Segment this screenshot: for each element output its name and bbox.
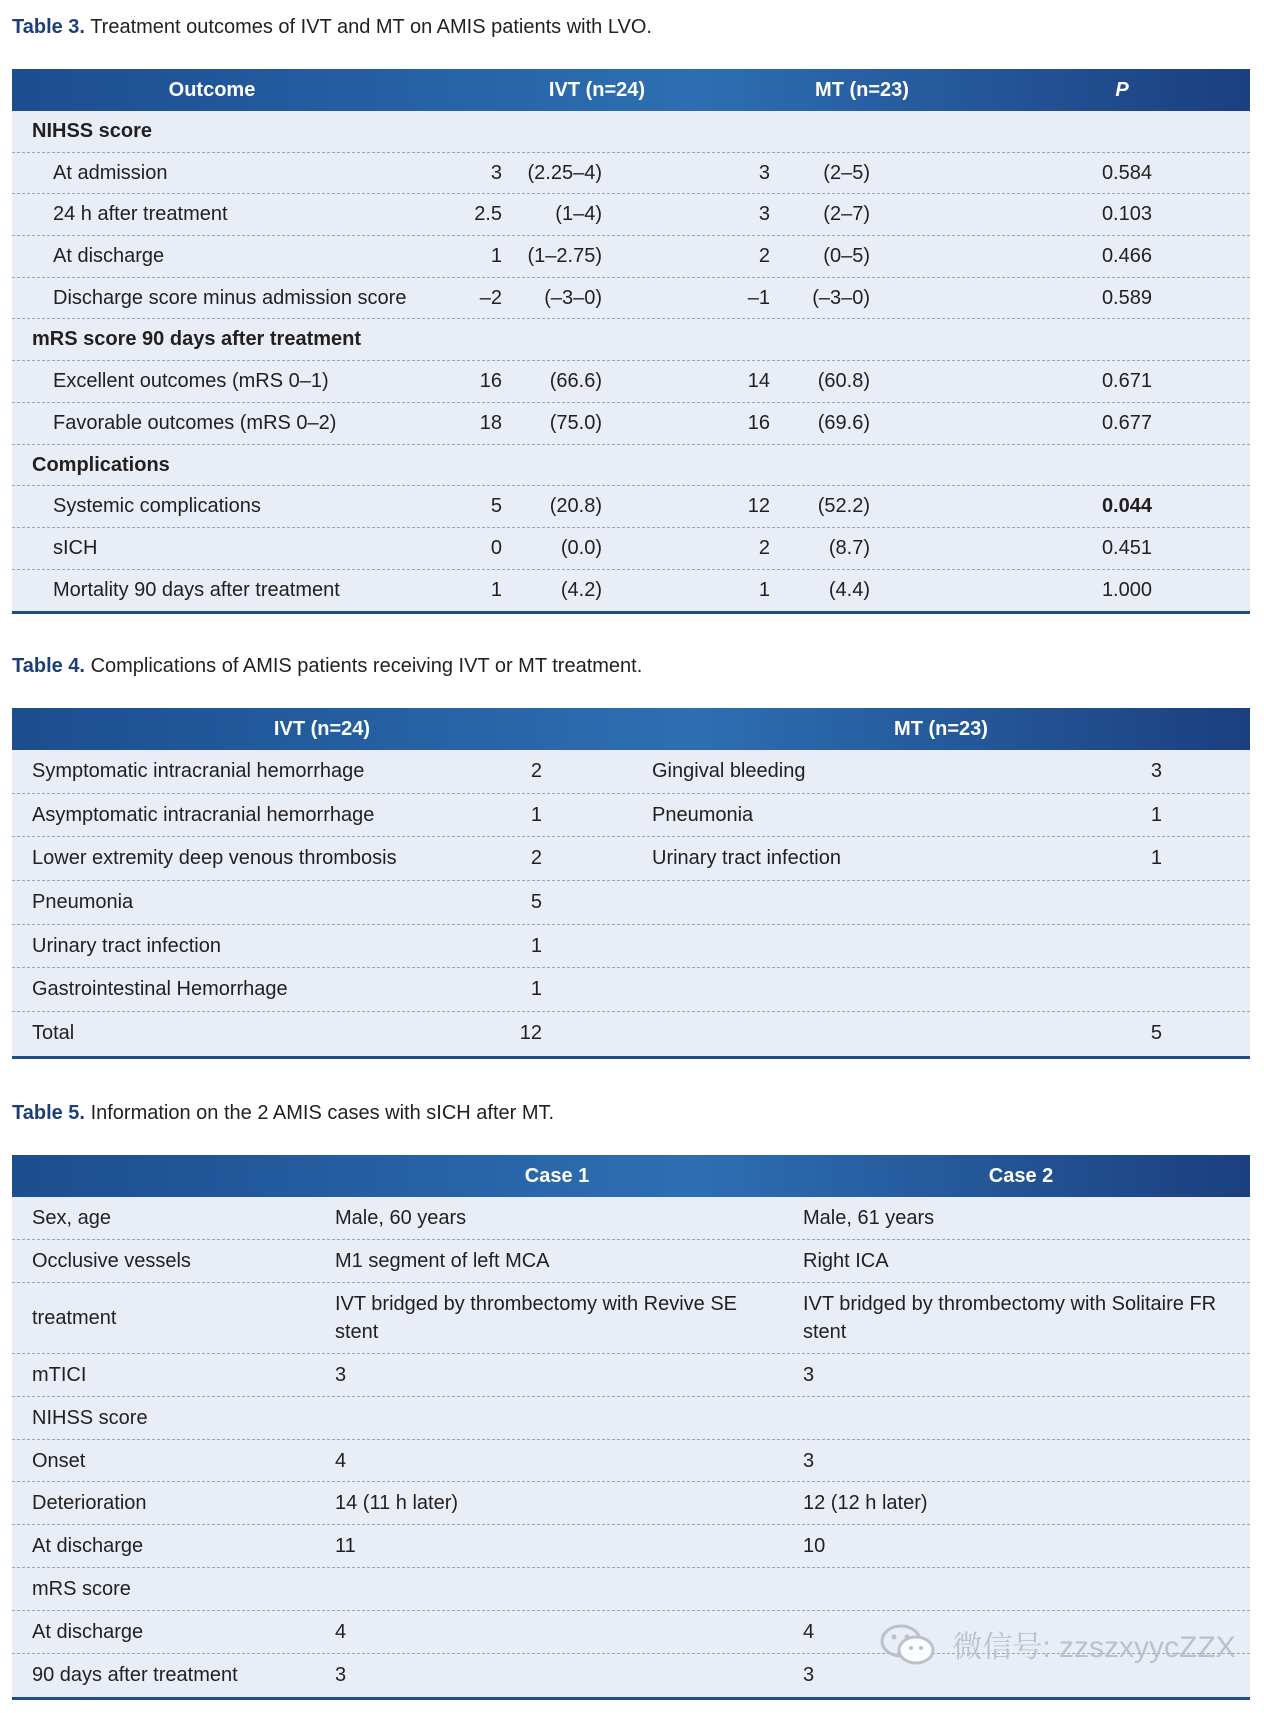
table5-case2-value: 12 (12 h later)	[803, 1492, 928, 1515]
table3-header-mt: MT (n=23)	[815, 79, 909, 101]
table3-mt-value: 2	[758, 245, 770, 268]
table5-row	[12, 1397, 1250, 1440]
table3-ivt-range: (1–4)	[555, 203, 602, 226]
table3-p-value: 0.466	[1101, 245, 1152, 268]
table5-case1-value: 3	[335, 1664, 347, 1687]
table5-case1-value: 3	[335, 1363, 347, 1386]
table4-ivt-count: 1	[530, 803, 542, 826]
table5-row-label: mTICI	[32, 1363, 87, 1386]
table3-header	[12, 69, 1250, 111]
table5-row	[12, 1568, 1250, 1611]
table3-ivt-value: 0	[490, 536, 502, 559]
table3-ivt-range: (–3–0)	[544, 286, 602, 309]
table3-p-value: 0.671	[1101, 370, 1152, 393]
table3-ivt-value: 1	[490, 245, 502, 268]
table3-row	[12, 570, 1250, 612]
table3-section-row	[12, 445, 1250, 487]
table4-ivt-label: Lower extremity deep venous thrombosis	[32, 847, 397, 870]
table3-p-value: 0.451	[1101, 536, 1152, 559]
table3-row	[12, 361, 1250, 403]
table5-header-case1: Case 1	[524, 1165, 590, 1187]
table4-row	[12, 837, 1250, 881]
table5-case2-value: Right ICA	[803, 1249, 889, 1272]
table5-row-label: 90 days after treatment	[32, 1664, 238, 1687]
table5-case2-value: 3	[803, 1449, 815, 1472]
table3-row-label: Discharge score minus admission score	[53, 286, 407, 309]
table5-caption-number: Table 5.	[12, 1102, 85, 1124]
table3-ivt-range: (66.6)	[549, 370, 602, 393]
table5-case2-value: 10	[803, 1535, 826, 1558]
table3-ivt-range: (0.0)	[560, 536, 602, 559]
table3-mt-value: –1	[747, 286, 770, 309]
table3-row-label: Mortality 90 days after treatment	[53, 578, 340, 601]
table5-row-label: NIHSS score	[32, 1406, 148, 1429]
table4-caption-number: Table 4.	[12, 655, 85, 677]
table3-mt-range: (60.8)	[817, 370, 870, 393]
table5-caption-text: Information on the 2 AMIS cases with sICH after MT.	[90, 1102, 555, 1124]
table3-row	[12, 194, 1250, 236]
table3-ivt-range: (20.8)	[549, 495, 602, 518]
table4-mt-label: Gingival bleeding	[652, 760, 806, 782]
table4	[12, 708, 1250, 1059]
table5	[12, 1155, 1250, 1700]
table3-ivt-value: 1	[490, 578, 502, 601]
table3-row	[12, 486, 1250, 528]
table5-row	[12, 1440, 1250, 1483]
table3-ivt-value: 16	[479, 370, 502, 393]
table3-header-p: P	[1115, 79, 1129, 101]
table4-ivt-label: Pneumonia	[32, 891, 134, 914]
table5-case2-value: IVT bridged by thrombectomy with Solitaire FR stent	[803, 1292, 1217, 1343]
table3-mt-range: (8.7)	[828, 536, 870, 559]
table3-mt-range: (69.6)	[817, 411, 870, 434]
table3-row-label: Systemic complications	[53, 495, 261, 518]
table4-header-ivt: IVT (n=24)	[273, 718, 371, 740]
table3-mt-value: 2	[758, 536, 770, 559]
table5-row-label: Deterioration	[32, 1492, 147, 1515]
table5-case1-value: 4	[335, 1449, 347, 1472]
table5-case1-value: 14 (11 h later)	[335, 1492, 459, 1515]
table3-row-label: 24 h after treatment	[53, 203, 228, 226]
table3-section-label: Complications	[32, 453, 170, 476]
table5-case1-value: Male, 60 years	[335, 1207, 467, 1229]
table4-ivt-count: 1	[530, 934, 542, 957]
table5-case1-value: M1 segment of left MCA	[335, 1249, 550, 1272]
table5-row-label: At discharge	[32, 1535, 144, 1558]
table5-case2-value: 4	[803, 1621, 815, 1644]
table4-mt-count: 1	[1150, 803, 1162, 826]
table5-case2-value: 3	[803, 1664, 815, 1687]
table4-ivt-count: 12	[519, 1022, 542, 1045]
table3-p-value: 0.103	[1101, 203, 1152, 226]
table3-p-value: 0.677	[1101, 411, 1152, 434]
table4-ivt-label: Gastrointestinal Hemorrhage	[32, 978, 288, 1001]
table3-ivt-value: 18	[479, 411, 502, 434]
table4-ivt-label: Asymptomatic intracranial hemorrhage	[32, 803, 375, 826]
table5-row	[12, 1283, 1250, 1354]
table4-body	[12, 750, 1250, 1059]
watermark-text: 微信号: zzszxyycZZX	[952, 1631, 1236, 1664]
table3-row-label: sICH	[53, 536, 98, 559]
table5-caption	[12, 1102, 554, 1125]
table5-case1-value: 4	[335, 1621, 347, 1644]
table3-row-label: Favorable outcomes (mRS 0–2)	[53, 411, 337, 434]
table5-header	[12, 1155, 1250, 1197]
table3-ivt-range: (75.0)	[549, 411, 602, 434]
table4-mt-count: 3	[1150, 760, 1162, 782]
table4-caption-text: Complications of AMIS patients receiving IVT or MT treatment.	[90, 655, 643, 677]
table3-ivt-range: (2.25–4)	[527, 161, 602, 184]
table4-row	[12, 881, 1250, 925]
table4-ivt-label: Symptomatic intracranial hemorrhage	[32, 760, 365, 782]
table3-row	[12, 403, 1250, 445]
table4-ivt-count: 5	[530, 891, 542, 914]
table3-section-row	[12, 319, 1250, 361]
table4-header	[12, 708, 1250, 750]
table3-row	[12, 278, 1250, 320]
table3-mt-range: (2–5)	[823, 161, 870, 184]
table3-row	[12, 153, 1250, 195]
table5-case2-value: Male, 61 years	[803, 1207, 935, 1229]
table4-mt-label: Urinary tract infection	[652, 847, 841, 870]
table5-case1-value: IVT bridged by thrombectomy with Revive SE stent	[335, 1292, 738, 1343]
table4-row	[12, 1012, 1250, 1056]
table5-row	[12, 1525, 1250, 1568]
table4-mt-count: 5	[1150, 1022, 1162, 1045]
table5-header-case2: Case 2	[988, 1165, 1054, 1187]
table5-row-label: At discharge	[32, 1621, 144, 1644]
table3-ivt-range: (1–2.75)	[527, 245, 602, 268]
table3-row-label: At admission	[53, 161, 168, 184]
table4-ivt-count: 1	[530, 978, 542, 1001]
table5-row-label: mRS score	[32, 1578, 131, 1601]
table3-mt-value: 12	[747, 495, 770, 518]
table5-row-label: Sex, age	[32, 1207, 111, 1229]
table4-ivt-count: 2	[530, 760, 542, 782]
table5-row	[12, 1197, 1250, 1240]
table4-caption	[12, 655, 642, 678]
table3-mt-range: (0–5)	[823, 245, 870, 268]
table3-mt-value: 16	[747, 411, 770, 434]
table3-ivt-value: 3	[490, 161, 502, 184]
table3-body	[12, 111, 1250, 614]
table4-row	[12, 750, 1250, 794]
table3-mt-range: (–3–0)	[812, 286, 870, 309]
table3-mt-range: (4.4)	[828, 578, 870, 601]
table3-caption-number: Table 3.	[12, 16, 85, 38]
table3-ivt-range: (4.2)	[560, 578, 602, 601]
table3-p-value: 0.584	[1101, 161, 1152, 184]
table3-section-row	[12, 111, 1250, 153]
table3-p-value: 1.000	[1101, 578, 1152, 601]
table4-ivt-label: Total	[32, 1022, 75, 1045]
table5-row	[12, 1354, 1250, 1397]
table5-row-label: Occlusive vessels	[32, 1249, 191, 1272]
table5-row	[12, 1482, 1250, 1525]
table4-row	[12, 968, 1250, 1012]
table3-p-value: 0.044	[1101, 495, 1152, 518]
table3-header-outcome: Outcome	[168, 79, 256, 101]
watermark	[880, 1622, 1236, 1674]
table4-row	[12, 925, 1250, 969]
table3-row	[12, 236, 1250, 278]
table3-mt-value: 3	[758, 203, 770, 226]
table4-mt-count: 1	[1150, 847, 1162, 870]
table4-row	[12, 794, 1250, 838]
table3-section-label: NIHSS score	[32, 120, 153, 142]
table3-ivt-value: 2.5	[474, 203, 502, 226]
table3-mt-value: 3	[758, 161, 770, 184]
wechat-icon	[880, 1624, 936, 1674]
table3-row	[12, 528, 1250, 570]
table3-mt-range: (52.2)	[817, 495, 870, 518]
table4-ivt-count: 2	[530, 847, 542, 870]
table3-ivt-value: –2	[479, 286, 502, 309]
table5-row	[12, 1240, 1250, 1283]
table3-row-label: Excellent outcomes (mRS 0–1)	[53, 370, 329, 393]
table3-section-label: mRS score 90 days after treatment	[32, 328, 362, 351]
table3-ivt-value: 5	[490, 495, 502, 518]
table5-row-label: treatment	[32, 1306, 117, 1329]
table3-row-label: At discharge	[53, 245, 165, 268]
table4-ivt-label: Urinary tract infection	[32, 934, 221, 957]
table3-caption-text: Treatment outcomes of IVT and MT on AMIS patients with LVO.	[90, 16, 652, 38]
table3	[12, 69, 1250, 614]
table5-case2-value: 3	[803, 1363, 815, 1386]
table4-mt-label: Pneumonia	[652, 803, 754, 826]
table5-row-label: Onset	[32, 1449, 86, 1472]
table4-header-mt: MT (n=23)	[894, 718, 988, 740]
table5-case1-value: 11	[335, 1535, 356, 1558]
table3-mt-range: (2–7)	[823, 203, 870, 226]
table3-p-value: 0.589	[1101, 286, 1152, 309]
table3-header-ivt: IVT (n=24)	[548, 79, 646, 101]
table3-caption	[12, 16, 652, 39]
table3-mt-value: 1	[758, 578, 770, 601]
table3-mt-value: 14	[747, 370, 770, 393]
